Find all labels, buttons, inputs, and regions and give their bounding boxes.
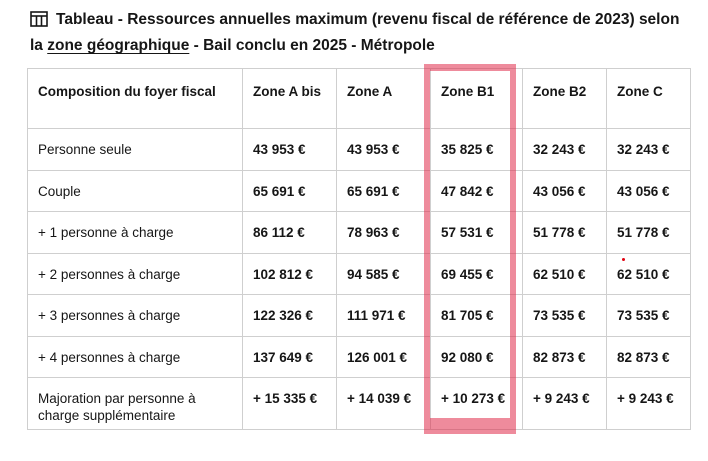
cell-value: 82 873 € xyxy=(607,336,691,378)
cell-value: 65 691 € xyxy=(243,170,337,212)
table-icon xyxy=(30,11,48,34)
resources-table xyxy=(27,68,691,430)
cell-value: 47 842 € xyxy=(431,170,523,212)
cell-value: 82 873 € xyxy=(523,336,607,378)
cell-value: + 15 335 € xyxy=(243,378,337,430)
red-dot-mark xyxy=(622,258,625,261)
cell-value: + 10 273 € xyxy=(431,378,523,430)
cell-value: 69 455 € xyxy=(431,253,523,295)
table-header-row xyxy=(28,69,691,129)
table-row xyxy=(28,129,691,171)
cell-value: 43 953 € xyxy=(337,129,431,171)
cell-value: 73 535 € xyxy=(607,295,691,337)
header-zone-b1: Zone B1 xyxy=(431,69,523,129)
table-row xyxy=(28,295,691,337)
cell-value: 81 705 € xyxy=(431,295,523,337)
table-row xyxy=(28,212,691,254)
header-composition: Composition du foyer fiscal xyxy=(28,69,243,129)
cell-value: 122 326 € xyxy=(243,295,337,337)
cell-value: 43 056 € xyxy=(523,170,607,212)
cell-value: 32 243 € xyxy=(607,129,691,171)
row-label: + 1 personne à charge xyxy=(28,212,243,254)
cell-value: 111 971 € xyxy=(337,295,431,337)
cell-value: 51 778 € xyxy=(607,212,691,254)
cell-value: 78 963 € xyxy=(337,212,431,254)
cell-value: 57 531 € xyxy=(431,212,523,254)
row-label: + 2 personnes à charge xyxy=(28,253,243,295)
cell-value: 32 243 € xyxy=(523,129,607,171)
cell-value: + 9 243 € xyxy=(607,378,691,430)
cell-value: 137 649 € xyxy=(243,336,337,378)
cell-value: 92 080 € xyxy=(431,336,523,378)
row-label: Couple xyxy=(28,170,243,212)
table-row xyxy=(28,336,691,378)
cell-value: 126 001 € xyxy=(337,336,431,378)
cell-value: 94 585 € xyxy=(337,253,431,295)
table-title xyxy=(30,8,690,57)
cell-value: 73 535 € xyxy=(523,295,607,337)
cell-value: 62 510 € xyxy=(523,253,607,295)
title-text-part2: - Bail conclu en 2025 - Métropole xyxy=(189,37,435,54)
table-row xyxy=(28,253,691,295)
cell-value: 86 112 € xyxy=(243,212,337,254)
cell-value: 62 510 € xyxy=(607,253,691,295)
cell-value: 102 812 € xyxy=(243,253,337,295)
header-zone-a-bis: Zone A bis xyxy=(243,69,337,129)
cell-value: 43 056 € xyxy=(607,170,691,212)
cell-value: 51 778 € xyxy=(523,212,607,254)
header-zone-c: Zone C xyxy=(607,69,691,129)
table-row xyxy=(28,170,691,212)
cell-value: 65 691 € xyxy=(337,170,431,212)
table-row xyxy=(28,378,691,430)
title-text-part1: Tableau - Ressources annuelles maximum (revenu fiscal de référence de 2023) selon la xyxy=(30,11,680,54)
row-label: Majoration par personne à charge supplémentaire xyxy=(28,378,243,430)
row-label: Personne seule xyxy=(28,129,243,171)
cell-value: 43 953 € xyxy=(243,129,337,171)
cell-value: 35 825 € xyxy=(431,129,523,171)
zone-geographique-link[interactable]: zone géographique xyxy=(47,37,190,54)
header-zone-b2: Zone B2 xyxy=(523,69,607,129)
cell-value: + 14 039 € xyxy=(337,378,431,430)
cell-value: + 9 243 € xyxy=(523,378,607,430)
row-label: + 3 personnes à charge xyxy=(28,295,243,337)
row-label: + 4 personnes à charge xyxy=(28,336,243,378)
header-zone-a: Zone A xyxy=(337,69,431,129)
